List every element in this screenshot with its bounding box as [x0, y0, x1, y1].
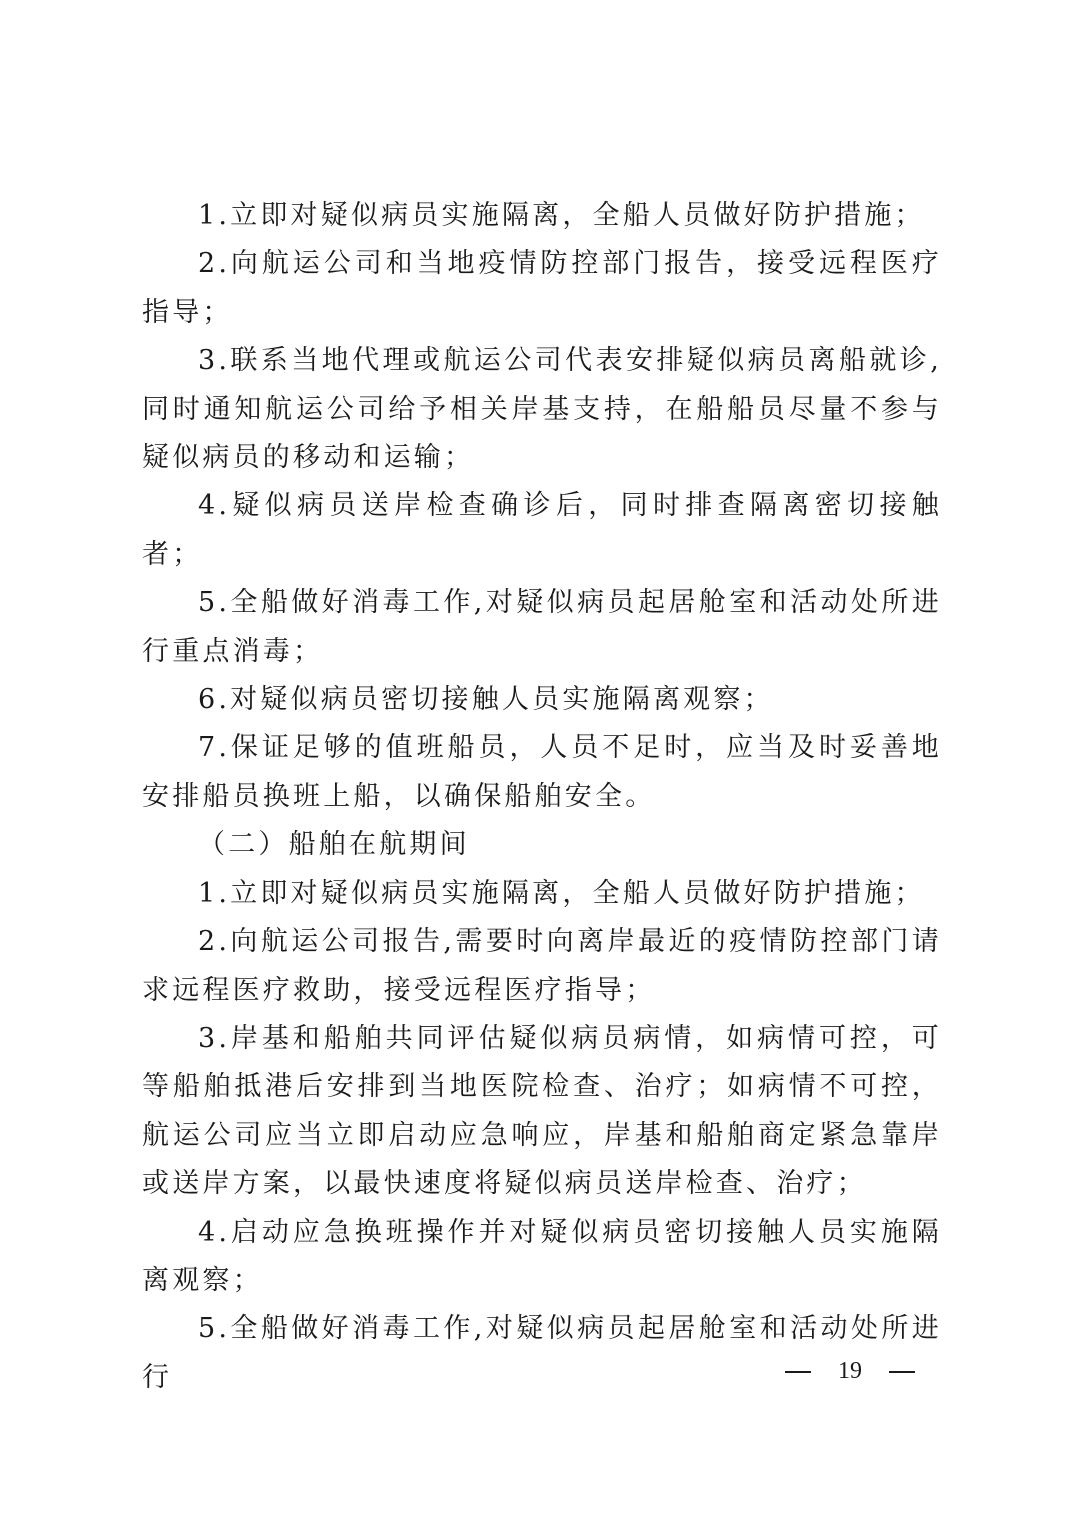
- section-heading: （二）船舶在航期间: [198, 829, 470, 861]
- paragraph: 3.联系当地代理或航运公司代表安排疑似病员离船就诊,同时通知航运公司给予相关岸基支持，在船船员尽量不参与疑似病员的移动和运输；: [142, 345, 942, 474]
- paragraph: 3.岸基和船舶共同评估疑似病员病情，如病情可控，可等船舶抵港后安排到当地医院检查、治疗；如病情不可控，航运公司应当立即启动应急响应，岸基和船舶商定紧急靠岸或送岸方案，以最快速度将疑似病员送岸检查、治疗；: [142, 1022, 942, 1200]
- paragraph: 5.全船做好消毒工作,对疑似病员起居舱室和活动处所进行: [142, 1313, 942, 1393]
- page-number: 19: [838, 1358, 862, 1384]
- dash-left: [785, 1371, 811, 1373]
- paragraph: 6.对疑似病员密切接触人员实施隔离观察；: [198, 684, 774, 716]
- paragraph: 2.向航运公司和当地疫情防控部门报告，接受远程医疗指导；: [142, 248, 942, 328]
- paragraph: 2.向航运公司报告,需要时向离岸最近的疫情防控部门请求远程医疗救助，接受远程医疗指导；: [142, 926, 942, 1006]
- paragraph: 4.疑似病员送岸检查确诊后，同时排查隔离密切接触者；: [142, 490, 942, 570]
- page-footer: [785, 1358, 915, 1385]
- paragraph: 1.立即对疑似病员实施隔离，全船人员做好防护措施；: [198, 200, 925, 231]
- paragraph: 7.保证足够的值班船员，人员不足时，应当及时妥善地安排船员换班上船，以确保船舶安全。: [142, 732, 942, 812]
- dash-right: [889, 1371, 915, 1373]
- paragraph: 1.立即对疑似病员实施隔离，全船人员做好防护措施；: [198, 877, 925, 909]
- document-body: [142, 192, 942, 1402]
- paragraph: 5.全船做好消毒工作,对疑似病员起居舱室和活动处所进行重点消毒；: [142, 587, 942, 667]
- paragraph: 4.启动应急换班操作并对疑似病员密切接触人员实施隔离观察；: [142, 1216, 942, 1296]
